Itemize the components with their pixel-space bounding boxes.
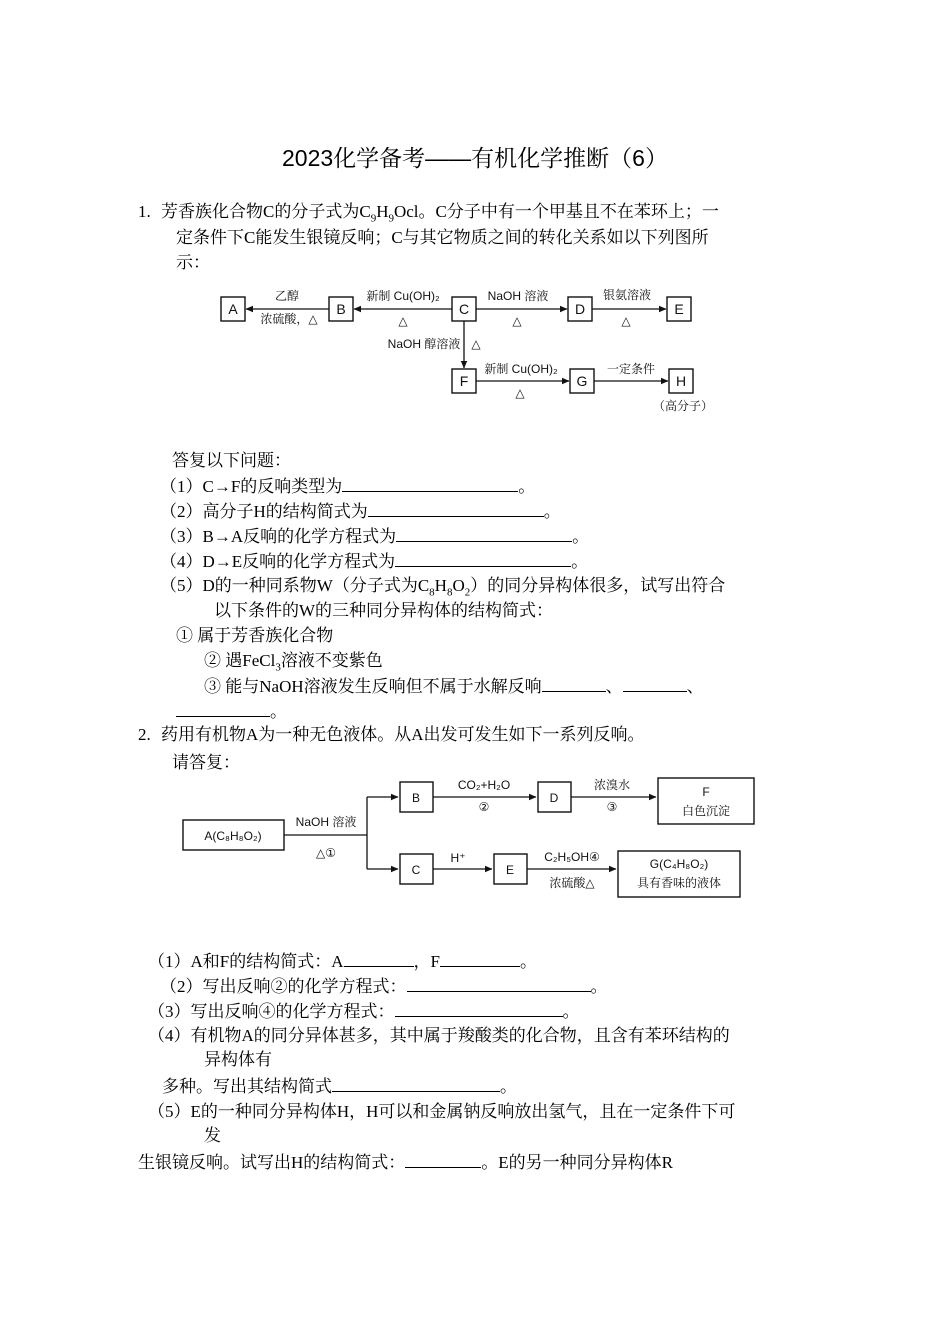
node-a: [183, 820, 284, 850]
ba-reagent: 乙醇: [274, 289, 300, 303]
svg-text:白色沉淀: 白色沉淀: [681, 804, 731, 818]
answer-blank[interactable]: [440, 950, 520, 967]
a-condition: △①: [316, 846, 336, 860]
q2-number: 2.: [138, 725, 151, 744]
svg-text:C: C: [458, 301, 470, 317]
svg-text:E: E: [505, 863, 515, 877]
q1-intro-line1: 芳香族化合物C的分子式为$C_9H_9Ocl$。C分子中有一个甲基且不在苯环上；一: [161, 202, 719, 225]
cd-reagent: NaOH 溶液: [487, 289, 549, 303]
q2-prompt: 请答复：: [172, 753, 240, 772]
q2-sub4-line2: 异构体有: [204, 1050, 272, 1069]
de-condition: △: [621, 314, 631, 328]
cb-condition: △: [398, 314, 408, 328]
svg-text:E: E: [674, 301, 684, 317]
eg-reagent: C₂H₅OH④: [544, 850, 600, 864]
q2-sub2: （2）写出反响②的化学方程式： 。: [160, 977, 608, 996]
q2-sub1: （1）A和F的结构简式：A ，F 。: [148, 952, 537, 971]
q2-intro: 药用有机物A为一种无色液体。从A出发可发生如下一系列反响。: [161, 725, 645, 744]
q2-sub3: （3）写出反响④的化学方程式： 。: [148, 1002, 580, 1021]
svg-text:B: B: [411, 791, 421, 805]
bd-step: ②: [478, 800, 490, 814]
gh-condition: 一定条件: [606, 362, 656, 376]
q1-sub5-line2: 以下条件的W的三种同分异构体的结构简式：: [214, 601, 554, 620]
q1-sub3: （3）B→A反响的化学方程式为 。: [160, 527, 590, 546]
eg-condition: 浓硫酸△: [549, 876, 595, 890]
answer-blank[interactable]: [344, 950, 414, 967]
q2-sub5-line1: （5）E的一种同分异构体H，H可以和金属钠反响放出氢气，且在一定条件下可: [148, 1102, 736, 1121]
df-step: ③: [606, 800, 618, 814]
svg-text:A: A: [228, 301, 238, 317]
node-g: [618, 851, 740, 897]
de-reagent: 银氨溶液: [602, 288, 652, 302]
node-f: [658, 778, 754, 824]
svg-text:F: F: [459, 373, 469, 389]
page-title: 2023化学备考——有机化学推断（6）: [282, 145, 668, 171]
cf-condition: △: [471, 337, 481, 351]
q1-sub5-line1: （5）D的一种同系物W（分子式为$C_8H_8O_2$）的同分异构体很多，试写出符合: [160, 576, 726, 599]
ce-reagent: H⁺: [450, 851, 466, 865]
answer-blank[interactable]: [405, 1151, 481, 1168]
q1-intro-line3: 示：: [176, 253, 210, 272]
q1-sub2: （2）高分子H的结构简式为 。: [160, 502, 561, 521]
q1-intro-line2: 定条件下C能发生银镜反响；C与其它物质之间的转化关系如以下列图所: [176, 228, 709, 247]
svg-text:C: C: [411, 863, 421, 877]
q2-sub4-line1: （4）有机物A的同分异体甚多，其中属于羧酸类的化合物，且含有苯环结构的: [148, 1026, 730, 1045]
q1-sub4: （4）D→E反响的化学方程式为 。: [160, 552, 589, 571]
bd-reagent: CO₂+H₂O: [457, 778, 511, 792]
svg-text:G(C₄H₈O₂): G(C₄H₈O₂): [649, 857, 709, 871]
cb-reagent: 新制 Cu(OH)₂: [366, 289, 440, 303]
q1-condition-2: ② 遇FeCl$_3$溶液不变紫色: [204, 651, 383, 674]
q1-answer-prompt: 答复以下问题：: [172, 451, 291, 470]
q1-condition-3: ③ 能与NaOH溶液发生反响但不属于水解反响 、 、: [204, 677, 704, 696]
q2-sub4-line3: 多种。写出其结构简式 。: [162, 1077, 517, 1096]
answer-blank[interactable]: [332, 1075, 500, 1092]
fg-condition: △: [515, 386, 525, 400]
svg-text:B: B: [336, 301, 346, 317]
svg-text:H: H: [675, 373, 687, 389]
q2-sub5-line3: 生银镜反响。试写出H的结构简式： 。E的另一种同分异构体R: [138, 1153, 674, 1172]
node-d: [538, 782, 571, 812]
node-e: [494, 854, 527, 884]
svg-text:A(C₈H₈O₂): A(C₈H₈O₂): [204, 829, 262, 843]
answer-blank[interactable]: [395, 1000, 563, 1017]
ba-condition: 浓硫酸，△: [260, 312, 318, 326]
svg-text:D: D: [549, 791, 559, 805]
q1-condition-3-cont: 。: [176, 700, 287, 723]
q2-sub5-line2: 发: [204, 1126, 221, 1145]
answer-blank[interactable]: [407, 975, 591, 992]
h-note: （高分子）: [652, 399, 714, 413]
cd-condition: △: [512, 314, 522, 328]
q1-condition-1: ① 属于芳香族化合物: [176, 626, 334, 645]
fg-reagent: 新制 Cu(OH)₂: [484, 362, 558, 376]
svg-text:F: F: [702, 785, 710, 799]
cf-reagent: NaOH 醇溶液: [387, 337, 461, 351]
q1-number: 1.: [138, 202, 151, 221]
node-b: [400, 782, 433, 812]
df-reagent: 浓溴水: [593, 778, 631, 792]
a-reagent: NaOH 溶液: [295, 815, 357, 829]
q1-sub1: （1）C→F的反响类型为 。: [160, 477, 536, 496]
svg-text:具有香味的液体: 具有香味的液体: [636, 876, 722, 890]
svg-text:G: G: [576, 373, 588, 389]
svg-text:D: D: [574, 301, 586, 317]
node-c: [400, 854, 433, 884]
